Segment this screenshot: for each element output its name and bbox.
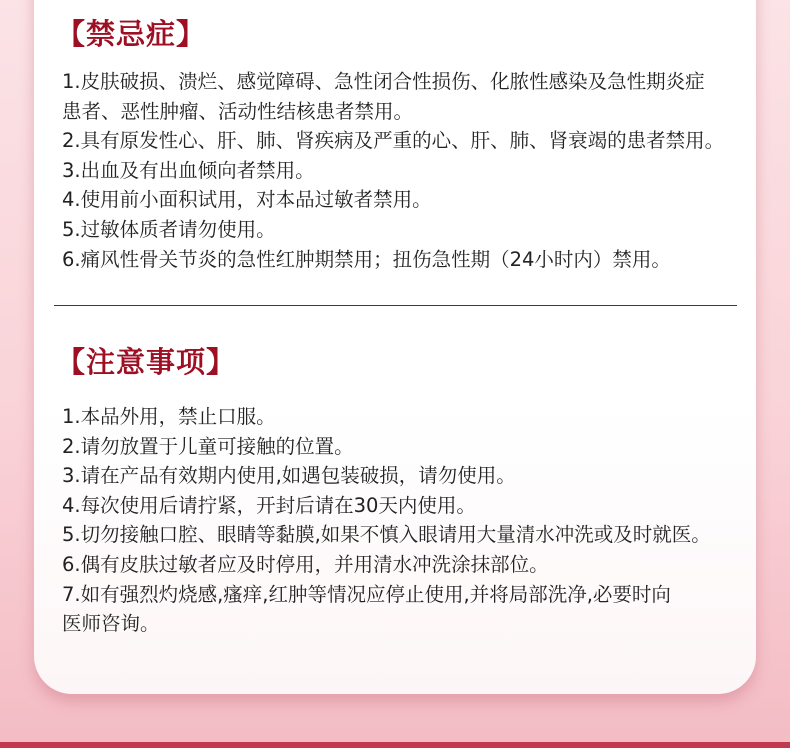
list-item [62, 67, 752, 126]
list-item [62, 520, 752, 550]
list-item [62, 402, 752, 432]
section-divider [54, 305, 737, 306]
list-item [62, 580, 752, 639]
list-item [62, 215, 752, 245]
list-item-continuation: 医师咨询。 [62, 612, 160, 636]
list-item [62, 185, 752, 215]
list-item-text: 4.使用前小面积试用，对本品过敏者禁用。 [62, 188, 432, 212]
list-item [62, 432, 752, 462]
list-item-text: 7.如有强烈灼烧感,瘙痒,红肿等情况应停止使用,并将局部洗净,必要时向 [62, 582, 671, 606]
list-item-continuation: 患者、恶性肿瘤、活动性结核患者禁用。 [62, 99, 414, 123]
contraindications-title: 【禁忌症】 [56, 17, 207, 51]
list-item-text: 5.过敏体质者请勿使用。 [62, 217, 276, 241]
precautions-title: 【注意事项】 [56, 345, 237, 379]
list-item [62, 550, 752, 580]
list-item-text: 4.每次使用后请拧紧，开封后请在30天内使用。 [62, 493, 476, 517]
contraindications-list [62, 67, 752, 274]
list-item-text: 3.请在产品有效期内使用,如遇包装破损，请勿使用。 [62, 464, 516, 488]
list-item-text: 2.请勿放置于儿童可接触的位置。 [62, 434, 354, 458]
list-item [62, 245, 752, 275]
list-item-text: 6.痛风性骨关节炎的急性红肿期禁用；扭伤急性期（24小时内）禁用。 [62, 247, 671, 271]
list-item-text: 2.具有原发性心、肝、肺、肾疾病及严重的心、肝、肺、肾衰竭的患者禁用。 [62, 129, 725, 153]
list-item-text: 1.皮肤破损、溃烂、感觉障碍、急性闭合性损伤、化脓性感染及急性期炎症 [62, 70, 705, 93]
list-item [62, 491, 752, 521]
list-item-text: 6.偶有皮肤过敏者应及时停用，并用清水冲洗涂抹部位。 [62, 552, 549, 576]
list-item [62, 461, 752, 491]
list-item-text: 1.本品外用，禁止口服。 [62, 405, 276, 428]
bottom-band [0, 742, 790, 748]
precautions-list [62, 402, 752, 639]
list-item [62, 126, 752, 156]
list-item-text: 5.切勿接触口腔、眼睛等黏膜,如果不慎入眼请用大量清水冲洗或及时就医。 [62, 523, 711, 547]
list-item-text: 3.出血及有出血倾向者禁用。 [62, 158, 315, 182]
list-item [62, 156, 752, 186]
